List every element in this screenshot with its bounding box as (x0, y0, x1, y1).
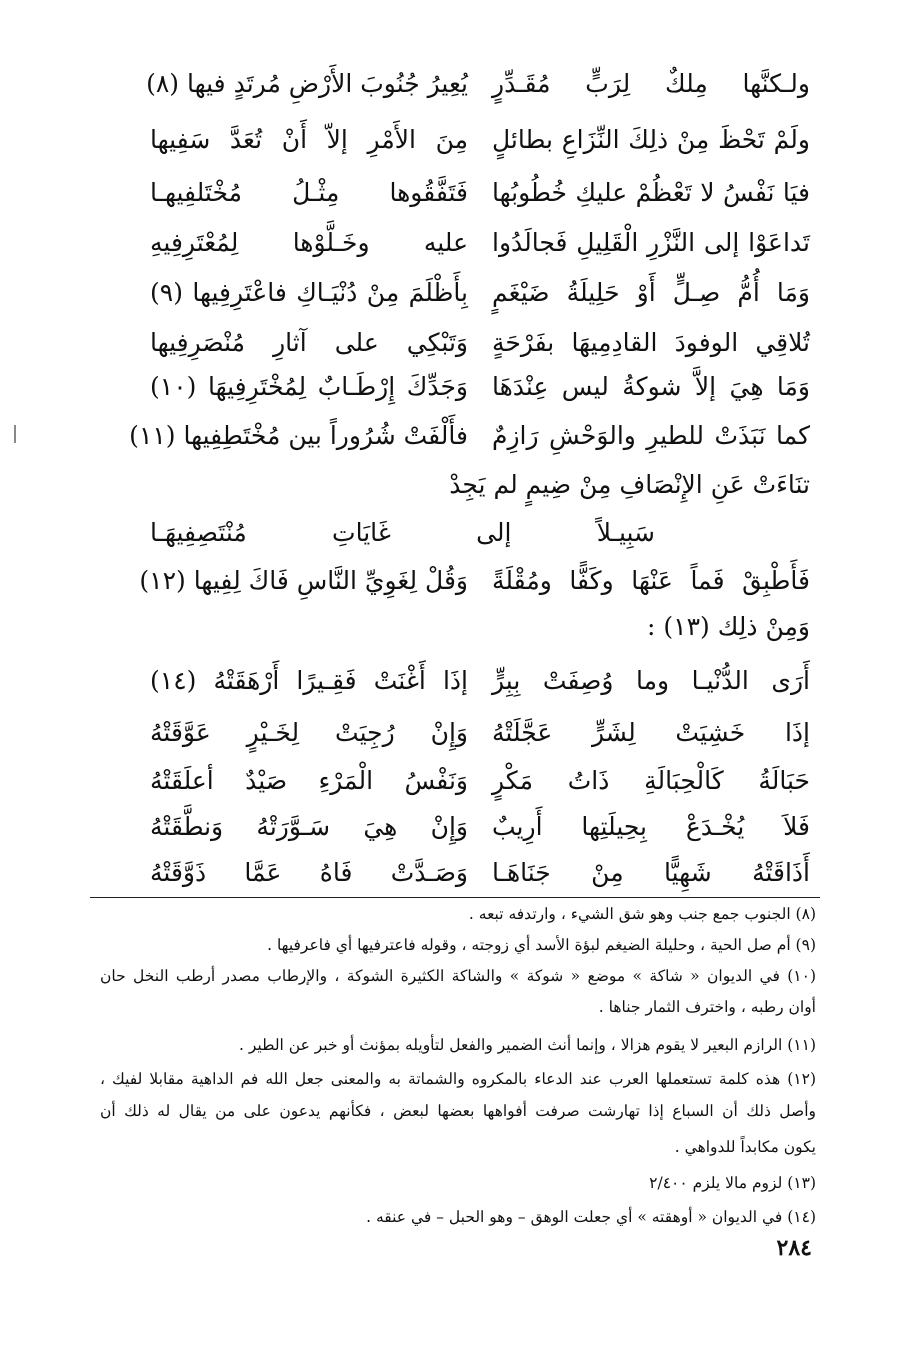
hemistich-right: أَرَى الدُّنْيـا وما وُصِفَتْ بِبِرٍّ (492, 665, 810, 695)
hemistich-left: وَقُلْ لِغَوِيِّ النَّاسِ فَاكَ لِفِيها (١٢) (139, 565, 468, 595)
scan-mark (14, 425, 16, 443)
footnote: (٨) الجنوب جمع جنب وهو شق الشيء ، وارتدفه تبعه . (468, 905, 816, 923)
footnote: (١١) الرازم البعير لا يقوم هزالا ، وإنما أنث الضمير والفعل لتأويله بمؤنث أو خبر عن الطير . (239, 1036, 816, 1054)
verse-line (150, 852, 810, 892)
hemistich-right: كما نَبَذَتْ للطيرِ والوَحْشِ رَازِمٌ (492, 420, 810, 450)
verse-line (139, 560, 810, 600)
verse-line (129, 415, 810, 455)
verse-line (150, 712, 810, 752)
hemistich-right: فيَا نَفْسُ لا تَعْظُمْ عليكِ خُطُوبُها (492, 177, 810, 207)
hemistich-right: تَداعَوْا إلى النَّزْرِ الْقَلِيلِ فَجالَدُوا (492, 227, 810, 257)
verse-line (150, 272, 810, 312)
verse-line (150, 172, 810, 212)
hemistich-left: إذَا أَغْنَتْ فَقِـيرًا أَرْهَقَتْهُ (١٤) (150, 665, 468, 695)
hemistich-left: وَإِنْ هِيَ سَـوَّرَتْهُ وَنطَّقَتْهُ (150, 811, 468, 841)
hemistich-left: مِنَ الأَمْرِ إلاّ أَنْ تُعَدَّ سَفِيها (150, 124, 468, 154)
hemistich-left: وَجَدِّكَ إِرْطَـابٌ لِمُخْتَرِفِيهَا (١٠) (150, 371, 468, 401)
verse-line (150, 760, 810, 800)
footnote-continued: أوان رطبه ، واخترف الثمار جناها . (598, 998, 816, 1016)
hemistich-right: فَلاَ يُخْـدَعْ بِحِيلَتِها أَرِيبٌ (492, 811, 810, 841)
hemistich-left: بِأَظْلَمَ مِنْ دُنْيَـاكِ فاعْتَرِفِيها (٩) (150, 277, 468, 307)
verse-line (146, 63, 810, 103)
hemistich-right: ولَمْ تَحْظَ مِنْ ذلِكَ النِّزَاعِ بطائلٍ (492, 124, 810, 154)
hemistich-right: حَبَالَةُ كَالْحِبَالَةِ ذَاتُ مَكْرٍ (492, 765, 810, 795)
page-number: ٢٨٤ (776, 1235, 812, 1261)
hemistich-right: فَأَطْبِقْ فَماً عَنْهَا وكَفًّا ومُقْلَةً (492, 565, 810, 595)
section-intro: وَمِنْ ذلِك (١٣) : (647, 612, 810, 641)
hemistich-right: وَمَا هِيَ إلاَّ شوكةُ ليس عِنْدَهَا (492, 371, 810, 401)
hemistich-right: وَمَا أُمُّ صِـلٍّ أَوْ حَلِيلَةُ ضَيْغَمٍ (492, 277, 810, 307)
hemistich-left: عليه وخَـلَّوْها لِمُعْتَرِفِيهِ (150, 227, 468, 257)
verse-line (150, 366, 810, 406)
verse-line (150, 806, 810, 846)
verse-second-half-wrap (150, 512, 655, 552)
hemistich-right: أَذَاقَتْهُ شَهِيًّا مِنْ جَنَاهَـا (492, 857, 810, 887)
hemistich-left: فَتَفَّقُوها مِثْـلُ مُخْتَلفِيهـا (150, 177, 468, 207)
hemistich-left: وَنَفْسُ الْمَرْءِ صَيْدٌ أعلَقَتْهُ (150, 765, 468, 795)
hemistich-left: وَتَبْكِي على آثارِ مُنْصَرِفِيها (150, 327, 468, 357)
footnote: (١٤) في الديوان « أوهقته » أي جعلت الوهق – وهو الحبل – في عنقه . (366, 1208, 816, 1226)
hemistich-right: إذَا خَشِيَتْ لِشَرٍّ عَجَّلَتْهُ (492, 717, 810, 747)
hemistich-left: وَصَـدَّتْ فَاهُ عَمَّا ذَوَّقَتْهُ (150, 857, 468, 887)
verse-line (150, 660, 810, 700)
hemistich-left: فأَلْفَتْ شُرُوراً بين مُخْتَطِفِيها (١١) (129, 420, 468, 450)
footnote: (١٠) في الديوان « شاكة » موضع « شوكة » والشاكة الكثيرة الشوكة ، والإرطاب مصدر أرطب النخل حان (100, 967, 816, 985)
verse-line (150, 119, 810, 159)
footnote-separator (90, 897, 820, 898)
verse-second-half: سَبِيـلاً إلى غَايَاتِ مُنْتَصِفِيهَـا (150, 517, 655, 547)
footnote: (١٣) لزوم مالا يلزم ٢/٤٠٠ (649, 1174, 816, 1192)
footnote-continued: وأصل ذلك أن السباع إذا تهارشت صرفت أفواهها بعضها لبعض ، فكأنهم يدعون على من يقال له ذلك أن (100, 1102, 816, 1120)
hemistich-left: يُعِيرُ جُنُوبَ الأَرْضِ مُرتَدٍ فيها (٨) (146, 68, 468, 98)
footnote-continued: يكون مكابداً للدواهي . (674, 1138, 816, 1156)
footnote: (٩) أم صل الحية ، وحليلة الضيغم لبؤة الأسد أي زوجته ، وقوله فاعترفيها أي فاعرفيها . (267, 936, 816, 954)
hemistich-right: ولـكنَّها مِلكٌ لِرَبٍّ مُقَـدِّرٍ (492, 68, 810, 98)
footnote: (١٢) هذه كلمة تستعملها العرب عند الدعاء بالمكروه والشماتة به والمعنى جعل الله فم الداهية مقابلا لفيك ، (100, 1070, 816, 1088)
hemistich-right: تُلاقِي الوفودَ القادِمِيهَا بفَرْحَةٍ (492, 327, 810, 357)
hemistich-left: وَإِنْ رُجِيَتْ لِخَـيْرٍ عَوَّقَتْهُ (150, 717, 468, 747)
verse-line (150, 322, 810, 362)
verse-line (150, 222, 810, 262)
verse-first-half: تنَاءَتْ عَنِ الإِنْصَافِ مِنْ ضِيمٍ لم يَجِدْ (449, 470, 810, 499)
